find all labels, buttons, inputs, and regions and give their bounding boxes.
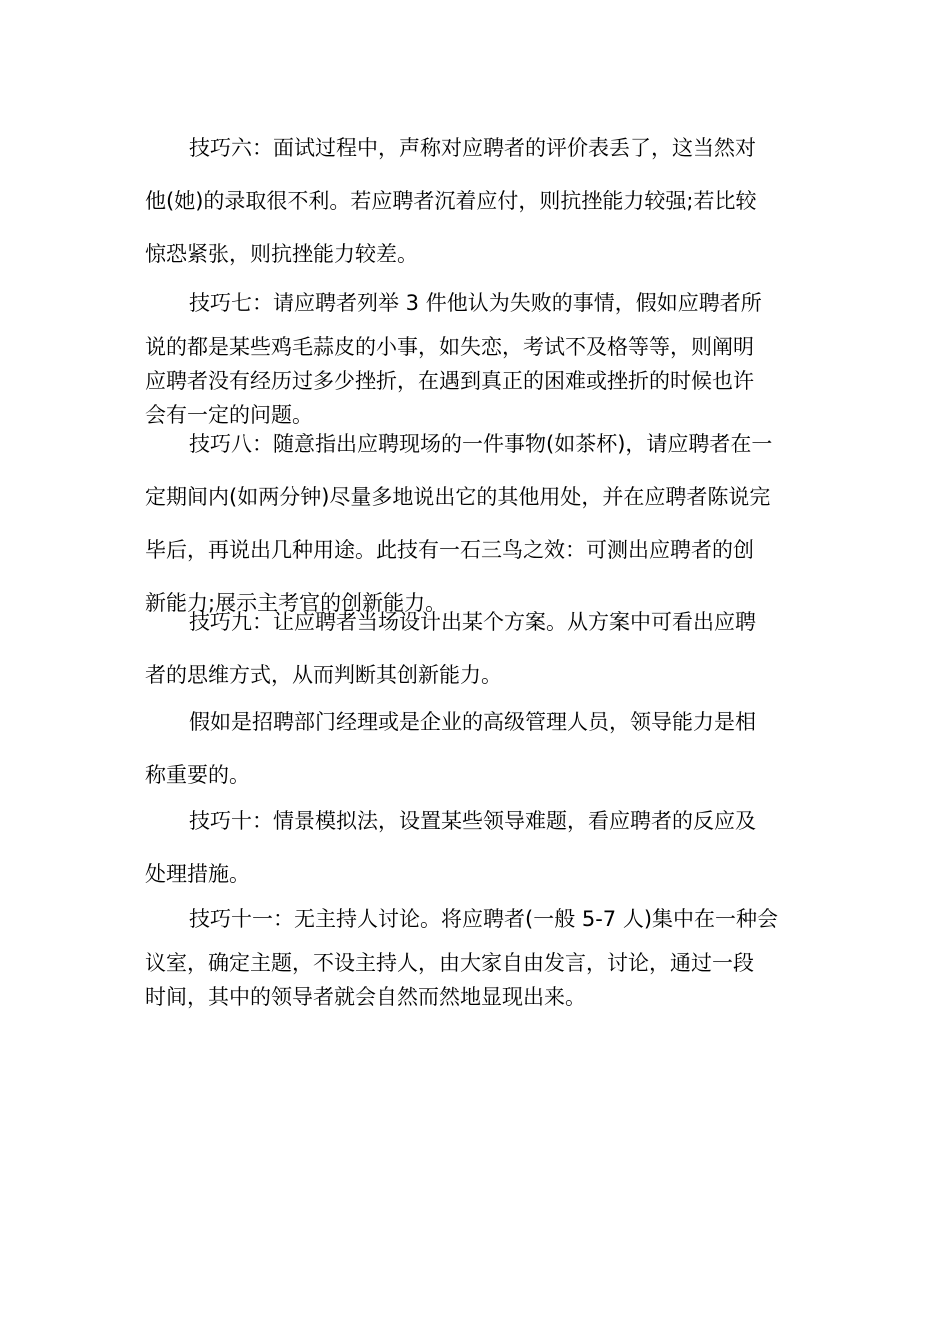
text-line: 惊恐紧张，则抗挫能力较差。 — [145, 242, 418, 266]
paragraph-tip-7 — [145, 277, 805, 432]
text-line: 技巧十一：无主持人讨论。将应聘者(一般 5-7 人)集中在一种会 — [189, 907, 779, 931]
text-line: 技巧七：请应聘者列举 3 件他认为失败的事情，假如应聘者所 — [189, 291, 762, 315]
text-line: 议室，确定主题，不设主持人，由大家自由发言，讨论，通过一段 — [145, 951, 754, 975]
text-line: 者的思维方式，从而判断其创新能力。 — [145, 663, 502, 687]
paragraph-tip-6 — [145, 122, 805, 281]
text-line: 会有一定的问题。 — [145, 403, 313, 427]
text-line: 应聘者没有经历过多少挫折，在遇到真正的困难或挫折的时候也许 — [145, 369, 754, 393]
text-line: 技巧九：让应聘者当场设计出某个方案。从方案中可看出应聘 — [189, 610, 756, 634]
paragraph-tip-10 — [145, 795, 805, 901]
text-line: 假如是招聘部门经理或是企业的高级管理人员，领导能力是相 — [189, 710, 756, 734]
text-line: 他(她)的录取很不利。若应聘者沉着应付，则抗挫能力较强;若比较 — [145, 189, 757, 213]
text-line: 定期间内(如两分钟)尽量多地说出它的其他用处，并在应聘者陈说完 — [145, 485, 771, 509]
text-line: 新能力;展示主考官的创新能力。 — [145, 591, 447, 615]
text-line: 技巧八：随意指出应聘现场的一件事物(如茶杯)，请应聘者在一 — [189, 432, 773, 456]
text-line: 技巧六：面试过程中，声称对应聘者的评价表丢了，这当然对 — [189, 136, 756, 160]
text-line: 称重要的。 — [145, 763, 250, 787]
text-line: 技巧十：情景模拟法，设置某些领导难题，看应聘者的反应及 — [189, 809, 756, 833]
paragraph-tip-11 — [145, 893, 805, 1014]
text-line: 时间，其中的领导者就会自然而然地显现出来。 — [145, 985, 586, 1009]
paragraph-leadership-intro — [145, 696, 805, 802]
text-line: 说的都是某些鸡毛蒜皮的小事，如失恋，考试不及格等等，则阐明 — [145, 335, 754, 359]
text-line: 毕后，再说出几种用途。此技有一石三鸟之效：可测出应聘者的创 — [145, 538, 754, 562]
text-line: 处理措施。 — [145, 862, 250, 886]
paragraph-tip-9 — [145, 596, 805, 702]
